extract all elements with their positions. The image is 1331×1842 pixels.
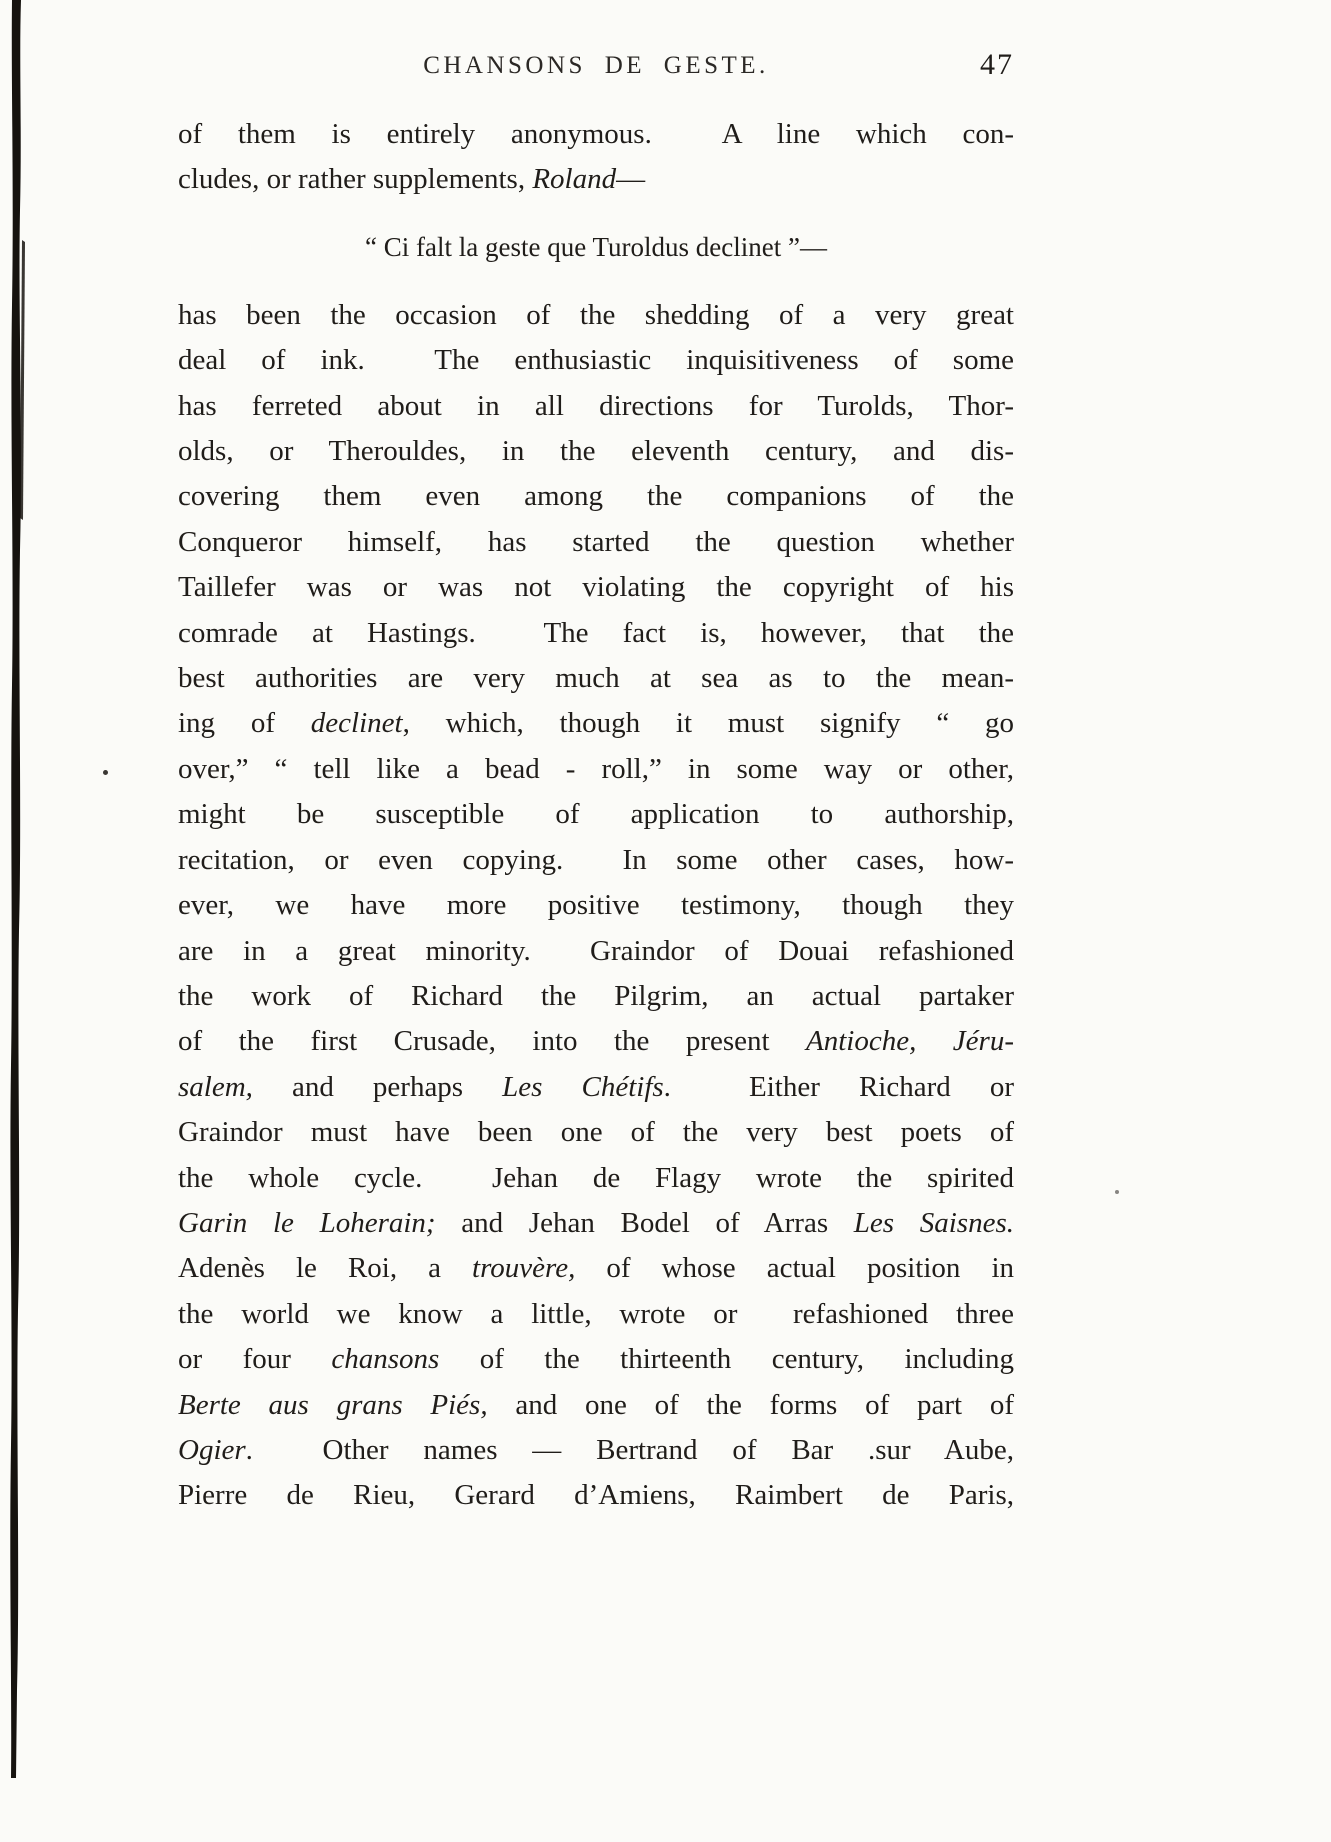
text-line: deal of ink. The enthusiastic inquisitiveness of some <box>178 344 1014 377</box>
page-number: 47 <box>980 48 1014 81</box>
text-line: covering them even among the companions of the <box>178 480 1014 513</box>
page-content <box>178 112 1014 1519</box>
quote <box>178 227 1014 267</box>
paragraph <box>178 293 1014 1519</box>
text-line: the work of Richard the Pilgrim, an actual partaker <box>178 979 1014 1012</box>
text-line: over,” “ tell like a bead - roll,” in some way or other, <box>178 752 1014 785</box>
text-line: might be susceptible of application to authorship, <box>178 798 1014 831</box>
text-line: comrade at Hastings. The fact is, however, that the <box>178 616 1014 649</box>
text-line: salem, and perhaps Les Chétifs. Either Richard or <box>178 1070 1014 1103</box>
text-line: “ Ci falt la geste que Turoldus declinet ”— <box>365 231 827 262</box>
paragraph <box>178 112 1014 203</box>
text-line: the whole cycle. Jehan de Flagy wrote the spirited <box>178 1161 1014 1194</box>
text-line: ing of declinet, which, though it must signify “ go <box>178 707 1014 740</box>
text-line: Graindor must have been one of the very best poets of <box>178 1116 1014 1149</box>
running-header-title: CHANSONS DE GESTE. <box>423 52 769 79</box>
ink-speck <box>1115 1190 1119 1194</box>
text-line: or four chansons of the thirteenth century, including <box>178 1343 1014 1376</box>
text-line: the world we know a little, wrote or refashioned three <box>178 1297 1014 1330</box>
text-line: ever, we have more positive testimony, though they <box>178 889 1014 922</box>
text-line: olds, or Therouldes, in the eleventh century, and dis- <box>178 435 1014 468</box>
text-line: has been the occasion of the shedding of a very great <box>178 298 1014 331</box>
text-line: Berte aus grans Piés, and one of the forms of part of <box>178 1388 1014 1421</box>
text-line: best authorities are very much at sea as to the mean- <box>178 662 1014 695</box>
text-line: Pierre de Rieu, Gerard d’Amiens, Raimbert de Paris, <box>178 1479 1014 1512</box>
text-line: Taillefer was or was not violating the copyright of his <box>178 571 1014 604</box>
text-line: Conqueror himself, has started the question whether <box>178 525 1014 558</box>
text-line: Ogier. Other names — Bertrand of Bar .sur Aube, <box>178 1433 1014 1466</box>
text-line: of the first Crusade, into the present Antioche, Jéru- <box>178 1025 1014 1058</box>
ink-speck <box>103 770 108 775</box>
text-line: recitation, or even copying. In some other cases, how- <box>178 843 1014 876</box>
text-line: of them is entirely anonymous. A line which con- <box>178 118 1014 150</box>
binding-shadow-icon <box>0 0 34 1842</box>
text-line: cludes, or rather supplements, Roland— <box>178 163 646 196</box>
text-line: has ferreted about in all directions for Turolds, Thor- <box>178 389 1014 422</box>
text-line: Garin le Loherain; and Jehan Bodel of Arras Les Saisnes. <box>178 1206 1014 1239</box>
page-header <box>178 48 1014 90</box>
text-line: Adenès le Roi, a trouvère, of whose actual position in <box>178 1252 1014 1285</box>
text-line: are in a great minority. Graindor of Douai refashioned <box>178 934 1014 967</box>
text-block <box>178 48 1014 1519</box>
